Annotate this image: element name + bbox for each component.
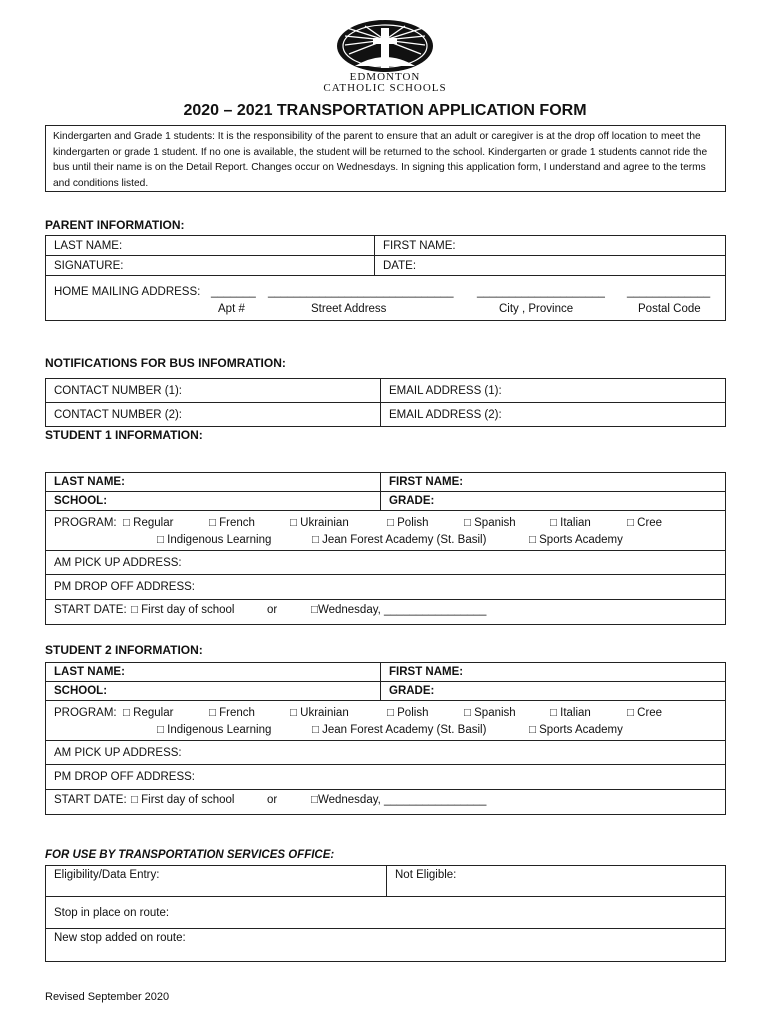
parent-last-name-field[interactable]: LAST NAME: bbox=[46, 236, 375, 256]
student2-wednesday-checkbox[interactable]: □Wednesday, ________________ bbox=[311, 794, 487, 806]
not-eligible-field[interactable]: Not Eligible: bbox=[387, 866, 726, 897]
student1-start-date-row bbox=[46, 600, 726, 625]
postal-blank: _____________ bbox=[627, 286, 711, 298]
notifications-heading: NOTIFICATIONS FOR BUS INFOMRATION: bbox=[45, 356, 286, 370]
home-address-field[interactable] bbox=[46, 276, 726, 321]
parent-signature-field[interactable]: SIGNATURE: bbox=[46, 256, 375, 276]
street-label: Street Address bbox=[311, 303, 387, 315]
student2-or-text: or bbox=[267, 794, 278, 806]
student1-indigenous-checkbox[interactable]: □ Indigenous Learning bbox=[157, 534, 272, 546]
student2-french-checkbox[interactable]: □ French bbox=[209, 707, 255, 719]
student1-first-name-field[interactable]: FIRST NAME: bbox=[381, 473, 726, 492]
student1-start-date-label: START DATE: bbox=[54, 604, 127, 616]
student1-last-name-field[interactable]: LAST NAME: bbox=[46, 473, 381, 492]
student2-table bbox=[45, 662, 726, 815]
student2-italian-checkbox[interactable]: □ Italian bbox=[550, 707, 591, 719]
student1-pm-dropoff-field[interactable]: PM DROP OFF ADDRESS: bbox=[46, 575, 726, 600]
student2-start-date-row bbox=[46, 790, 726, 815]
student1-table bbox=[45, 472, 726, 625]
edmonton-catholic-schools-logo bbox=[285, 18, 485, 94]
student1-regular-checkbox[interactable]: □ Regular bbox=[123, 517, 174, 529]
student1-polish-checkbox[interactable]: □ Polish bbox=[387, 517, 429, 529]
student1-first-day-checkbox[interactable]: □ First day of school bbox=[131, 604, 235, 616]
student2-pm-dropoff-field[interactable]: PM DROP OFF ADDRESS: bbox=[46, 765, 726, 790]
student1-program-label: PROGRAM: bbox=[54, 517, 117, 529]
home-address-label: HOME MAILING ADDRESS: bbox=[54, 286, 201, 298]
student2-school-field[interactable]: SCHOOL: bbox=[46, 682, 381, 701]
student1-ukrainian-checkbox[interactable]: □ Ukrainian bbox=[290, 517, 349, 529]
student2-program-label: PROGRAM: bbox=[54, 707, 117, 719]
office-heading: FOR USE BY TRANSPORTATION SERVICES OFFICE: bbox=[45, 849, 335, 861]
notifications-table bbox=[45, 378, 726, 427]
student1-program-row bbox=[46, 511, 726, 551]
stop-in-place-field[interactable]: Stop in place on route: bbox=[46, 897, 726, 929]
logo-line1: EDMONTON bbox=[349, 71, 421, 83]
student2-start-date-label: START DATE: bbox=[54, 794, 127, 806]
student1-heading: STUDENT 1 INFORMATION: bbox=[45, 428, 203, 442]
parent-date-field[interactable]: DATE: bbox=[375, 256, 726, 276]
page-title: 2020 – 2021 TRANSPORTATION APPLICATION FORM bbox=[183, 102, 587, 119]
contact-number-2-field[interactable]: CONTACT NUMBER (2): bbox=[46, 403, 381, 427]
student2-jean-forest-checkbox[interactable]: □ Jean Forest Academy (St. Basil) bbox=[312, 724, 487, 736]
student2-spanish-checkbox[interactable]: □ Spanish bbox=[464, 707, 516, 719]
student1-sports-checkbox[interactable]: □ Sports Academy bbox=[529, 534, 623, 546]
new-stop-field[interactable]: New stop added on route: bbox=[46, 929, 726, 962]
student2-sports-checkbox[interactable]: □ Sports Academy bbox=[529, 724, 623, 736]
student1-school-field[interactable]: SCHOOL: bbox=[46, 492, 381, 511]
student2-cree-checkbox[interactable]: □ Cree bbox=[627, 707, 663, 719]
intro-text: Kindergarten and Grade 1 students: It is the responsibility of the parent to ensure that an adult or caregiver is at the drop off location to meet the kindergarten or grade 1 student. If no one is available, the student will be returned to the school. Kindergarten or grade 1 students cannot ride the bus until their name is on the Detail Report. Changes occur on Wednesdays. In signing this application form, I understand and agree to the terms and conditions listed. bbox=[45, 125, 726, 192]
student2-last-name-field[interactable]: LAST NAME: bbox=[46, 663, 381, 682]
parent-first-name-field[interactable]: FIRST NAME: bbox=[375, 236, 726, 256]
student1-grade-field[interactable]: GRADE: bbox=[381, 492, 726, 511]
logo-emblem-icon bbox=[285, 18, 485, 74]
student1-cree-checkbox[interactable]: □ Cree bbox=[627, 517, 663, 529]
email-address-1-field[interactable]: EMAIL ADDRESS (1): bbox=[381, 379, 726, 403]
revision-footer: Revised September 2020 bbox=[45, 991, 170, 1003]
student2-program-row bbox=[46, 701, 726, 741]
student2-ukrainian-checkbox[interactable]: □ Ukrainian bbox=[290, 707, 349, 719]
parent-table bbox=[45, 235, 726, 321]
student1-am-pickup-field[interactable]: AM PICK UP ADDRESS: bbox=[46, 551, 726, 575]
student1-wednesday-checkbox[interactable]: □Wednesday, ________________ bbox=[311, 604, 487, 616]
student2-am-pickup-field[interactable]: AM PICK UP ADDRESS: bbox=[46, 741, 726, 765]
email-address-2-field[interactable]: EMAIL ADDRESS (2): bbox=[381, 403, 726, 427]
student2-indigenous-checkbox[interactable]: □ Indigenous Learning bbox=[157, 724, 272, 736]
apt-label: Apt # bbox=[218, 303, 245, 315]
student1-italian-checkbox[interactable]: □ Italian bbox=[550, 517, 591, 529]
student1-spanish-checkbox[interactable]: □ Spanish bbox=[464, 517, 516, 529]
parent-heading: PARENT INFORMATION: bbox=[45, 218, 185, 232]
student2-heading: STUDENT 2 INFORMATION: bbox=[45, 643, 203, 657]
student2-regular-checkbox[interactable]: □ Regular bbox=[123, 707, 174, 719]
street-blank: _____________________________ bbox=[268, 286, 454, 298]
contact-number-1-field[interactable]: CONTACT NUMBER (1): bbox=[46, 379, 381, 403]
eligibility-field[interactable]: Eligibility/Data Entry: bbox=[46, 866, 387, 897]
city-blank: ____________________ bbox=[477, 286, 605, 298]
office-table bbox=[45, 865, 726, 962]
postal-label: Postal Code bbox=[638, 303, 701, 315]
apt-blank: _______ bbox=[211, 286, 256, 298]
logo-line2: CATHOLIC SCHOOLS bbox=[323, 82, 447, 94]
student1-jean-forest-checkbox[interactable]: □ Jean Forest Academy (St. Basil) bbox=[312, 534, 487, 546]
city-label: City , Province bbox=[499, 303, 574, 315]
student2-first-day-checkbox[interactable]: □ First day of school bbox=[131, 794, 235, 806]
student1-or-text: or bbox=[267, 604, 278, 616]
student1-french-checkbox[interactable]: □ French bbox=[209, 517, 255, 529]
student2-first-name-field[interactable]: FIRST NAME: bbox=[381, 663, 726, 682]
student2-grade-field[interactable]: GRADE: bbox=[381, 682, 726, 701]
student2-polish-checkbox[interactable]: □ Polish bbox=[387, 707, 429, 719]
